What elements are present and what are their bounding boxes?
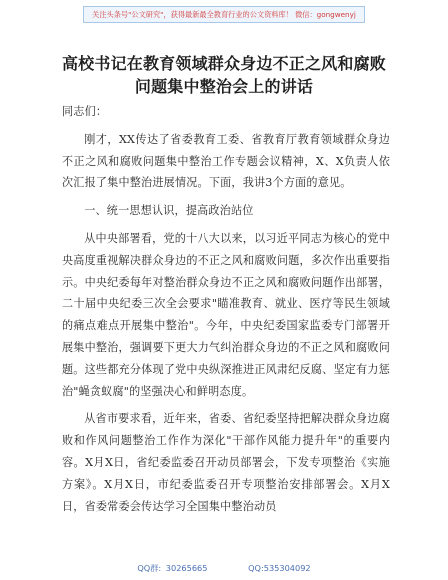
footer-qq: QQ:535304092 xyxy=(248,563,311,573)
salutation: 同志们： xyxy=(62,105,108,118)
document-body xyxy=(62,101,390,517)
title-line-1: 高校书记在教育领域群众身边不正之风和腐败 xyxy=(61,54,386,73)
paragraph-central-deployment: 从中央部署看，党的十八大以来，以习近平同志为核心的党中央高度重视解决群众身边的不正之风和腐败问题，多次作出重要指示。中央纪委每年对整治群众身边不正之风和腐败问题作出部署，二十届中央纪委三次全会要求"瞄准教育、就业、医疗等民生领域的痛点难点开展集中整治"。今年，中央纪委国家监委专门部署开展集中整治，强调要下更大力气纠治群众身边的不正之风和腐败问题。这些都充分体现了党中央纵深推进正风肃纪反腐、坚定有力惩治"蝇贪蚁腐"的坚强决心和鲜明态度。 xyxy=(62,231,390,398)
footer-qq-group: QQ群: 30265665 xyxy=(137,563,208,573)
header-banner xyxy=(0,0,448,34)
header-banner-text: 关注头条号"公文研究"，获得最新最全教育行业的公文资料库！ 微信：gongwenyj xyxy=(83,6,365,23)
section-heading-1: 一、统一思想认识，提高政治站位 xyxy=(84,204,254,218)
footer xyxy=(0,563,448,579)
title-line-2: 问题集中整治会上的讲话 xyxy=(134,77,314,96)
document-title xyxy=(44,52,404,98)
paragraph-provincial-requirements: 从省市要求看，近年来，省委、省纪委坚持把解决群众身边腐败和作风问题整治工作作为深化"干部作风能力提升年"的重要内容。X月X日，省纪委监委召开动员部署会，下发专项整治《实施方案》。X月X日，市纪委监委召开专项整治安排部署会。X月X日，省委常委会传达学习全国集中整治动员 xyxy=(62,412,390,513)
paragraph-opening: 刚才，XX传达了省委教育工委、省教育厅教育领域群众身边不正之风和腐败问题集中整治工作专题会议精神，X、X负责人依次汇报了集中整治进展情况。下面，我讲3个方面的意见。 xyxy=(62,132,390,190)
